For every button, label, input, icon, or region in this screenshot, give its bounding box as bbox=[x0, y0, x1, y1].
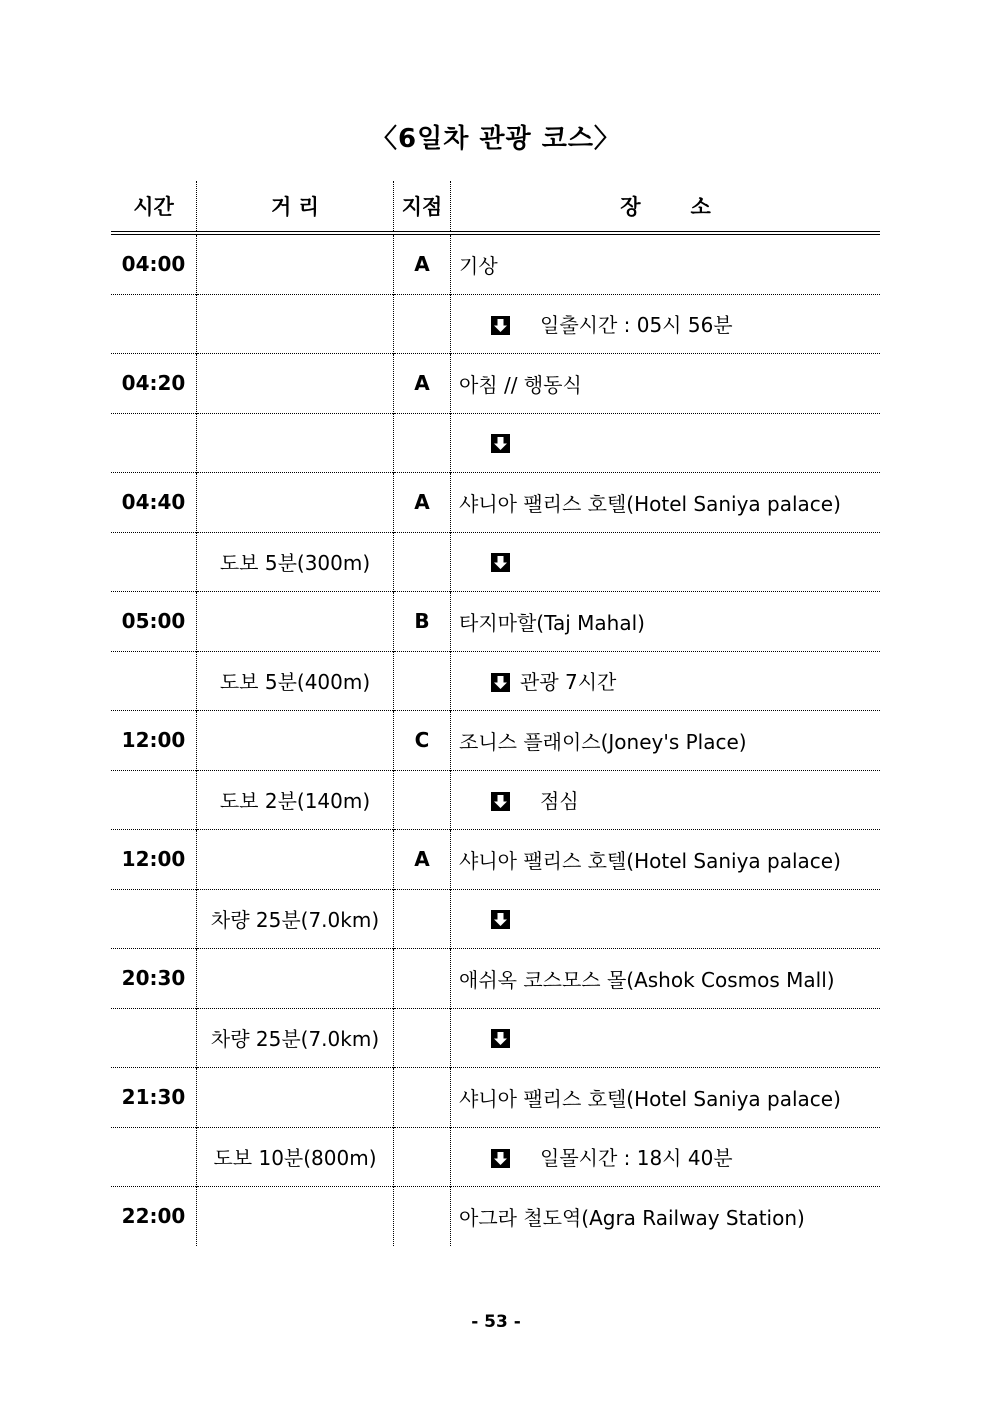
place-cell bbox=[451, 711, 881, 771]
place-cell bbox=[451, 889, 881, 949]
distance-cell bbox=[197, 473, 394, 533]
distance-cell: 도보 5분(300m) bbox=[197, 532, 394, 592]
down-arrow-icon bbox=[491, 1149, 510, 1168]
place-cell bbox=[451, 651, 881, 711]
table-row bbox=[111, 233, 880, 294]
place-cell bbox=[451, 354, 881, 414]
place-cell bbox=[451, 1068, 881, 1128]
distance-cell: 도보 10분(800m) bbox=[197, 1127, 394, 1187]
time-cell: 04:40 bbox=[121, 490, 186, 515]
place-name: 샤니아 팰리스 호텔(Hotel Saniya palace) bbox=[459, 1086, 841, 1111]
distance-cell bbox=[197, 294, 394, 354]
time-cell: 05:00 bbox=[121, 609, 186, 634]
time-cell bbox=[111, 1127, 197, 1187]
table-row bbox=[111, 592, 880, 652]
down-arrow-icon bbox=[491, 553, 510, 572]
distance-cell bbox=[197, 354, 394, 414]
point-cell: B bbox=[394, 592, 451, 652]
place-cell bbox=[451, 413, 881, 473]
point-cell bbox=[394, 1008, 451, 1068]
table-row bbox=[111, 949, 880, 1009]
place-note: 일출시간 : 05시 56분 bbox=[540, 313, 733, 338]
place-name: 타지마할(Taj Mahal) bbox=[459, 610, 645, 635]
point-cell: A bbox=[394, 354, 451, 414]
table-row bbox=[111, 413, 880, 473]
distance-cell: 차량 25분(7.0km) bbox=[197, 889, 394, 949]
point-cell bbox=[394, 651, 451, 711]
place-cell bbox=[451, 1187, 881, 1246]
place-cell bbox=[451, 592, 881, 652]
header-distance: 거 리 bbox=[197, 181, 394, 233]
header-row bbox=[111, 181, 880, 233]
point-cell bbox=[394, 532, 451, 592]
header-time: 시간 bbox=[133, 195, 174, 219]
table-row bbox=[111, 651, 880, 711]
down-arrow-icon bbox=[491, 316, 510, 335]
down-arrow-icon bbox=[491, 673, 510, 692]
distance-cell: 도보 2분(140m) bbox=[197, 770, 394, 830]
schedule-table bbox=[111, 181, 880, 1246]
point-cell bbox=[394, 413, 451, 473]
point-cell bbox=[394, 770, 451, 830]
point-cell bbox=[394, 1187, 451, 1246]
place-name: 샤니아 팰리스 호텔(Hotel Saniya palace) bbox=[459, 848, 841, 873]
distance-cell bbox=[197, 830, 394, 890]
time-cell bbox=[111, 413, 197, 473]
down-arrow-icon bbox=[491, 910, 510, 929]
place-name: 기상 bbox=[459, 253, 498, 278]
time-cell: 04:00 bbox=[121, 252, 186, 277]
time-cell: 04:20 bbox=[121, 371, 186, 396]
point-cell bbox=[394, 294, 451, 354]
distance-cell bbox=[197, 233, 394, 294]
time-cell: 22:00 bbox=[121, 1204, 186, 1229]
table-row bbox=[111, 770, 880, 830]
time-cell bbox=[111, 1008, 197, 1068]
point-cell: A bbox=[394, 233, 451, 294]
time-cell: 12:00 bbox=[121, 847, 186, 872]
place-name: 샤니아 팰리스 호텔(Hotel Saniya palace) bbox=[459, 491, 841, 516]
header-place bbox=[451, 181, 881, 233]
place-cell bbox=[451, 1127, 881, 1187]
point-cell bbox=[394, 949, 451, 1009]
down-arrow-icon bbox=[491, 434, 510, 453]
table-row bbox=[111, 354, 880, 414]
header-place-part2: 소 bbox=[690, 195, 711, 219]
down-arrow-icon bbox=[491, 1029, 510, 1048]
table-row bbox=[111, 889, 880, 949]
time-cell bbox=[111, 770, 197, 830]
point-cell: A bbox=[394, 830, 451, 890]
place-note: 점심 bbox=[540, 789, 579, 814]
table-row bbox=[111, 711, 880, 771]
place-cell bbox=[451, 294, 881, 354]
header-point: 지점 bbox=[394, 181, 451, 233]
distance-cell bbox=[197, 1068, 394, 1128]
time-cell bbox=[111, 294, 197, 354]
time-cell: 12:00 bbox=[121, 728, 186, 753]
place-cell bbox=[451, 1008, 881, 1068]
table-row bbox=[111, 1068, 880, 1128]
place-cell bbox=[451, 233, 881, 294]
down-arrow-icon bbox=[491, 792, 510, 811]
place-name: 조니스 플래이스(Joney's Place) bbox=[459, 729, 747, 754]
point-cell bbox=[394, 1068, 451, 1128]
table-row bbox=[111, 473, 880, 533]
page-number: - 53 - bbox=[471, 1312, 521, 1332]
place-name: 아그라 철도역(Agra Railway Station) bbox=[459, 1205, 805, 1230]
time-cell bbox=[111, 651, 197, 711]
table-row bbox=[111, 1127, 880, 1187]
place-name: 애쉬옥 코스모스 몰(Ashok Cosmos Mall) bbox=[459, 967, 835, 992]
distance-cell: 도보 5분(400m) bbox=[197, 651, 394, 711]
place-cell bbox=[451, 770, 881, 830]
distance-cell bbox=[197, 413, 394, 473]
table-row bbox=[111, 830, 880, 890]
point-cell: A bbox=[394, 473, 451, 533]
time-cell: 20:30 bbox=[121, 966, 186, 991]
place-cell bbox=[451, 949, 881, 1009]
time-cell: 21:30 bbox=[121, 1085, 186, 1110]
place-cell bbox=[451, 473, 881, 533]
point-cell bbox=[394, 889, 451, 949]
place-cell bbox=[451, 532, 881, 592]
header-place-part1: 장 bbox=[620, 195, 641, 219]
table-row bbox=[111, 1008, 880, 1068]
distance-cell bbox=[197, 592, 394, 652]
distance-cell bbox=[197, 1187, 394, 1246]
point-cell: C bbox=[394, 711, 451, 771]
place-note: 관광 7시간 bbox=[520, 670, 617, 695]
distance-cell: 차량 25분(7.0km) bbox=[197, 1008, 394, 1068]
distance-cell bbox=[197, 949, 394, 1009]
place-cell bbox=[451, 830, 881, 890]
table-row bbox=[111, 294, 880, 354]
point-cell bbox=[394, 1127, 451, 1187]
place-note: 일몰시간 : 18시 40분 bbox=[540, 1146, 733, 1171]
place-name: 아침 // 행동식 bbox=[459, 372, 582, 397]
page-title: 〈6일차 관광 코스〉 bbox=[371, 124, 621, 154]
table-row bbox=[111, 532, 880, 592]
time-cell bbox=[111, 889, 197, 949]
distance-cell bbox=[197, 711, 394, 771]
time-cell bbox=[111, 532, 197, 592]
table-row bbox=[111, 1187, 880, 1246]
